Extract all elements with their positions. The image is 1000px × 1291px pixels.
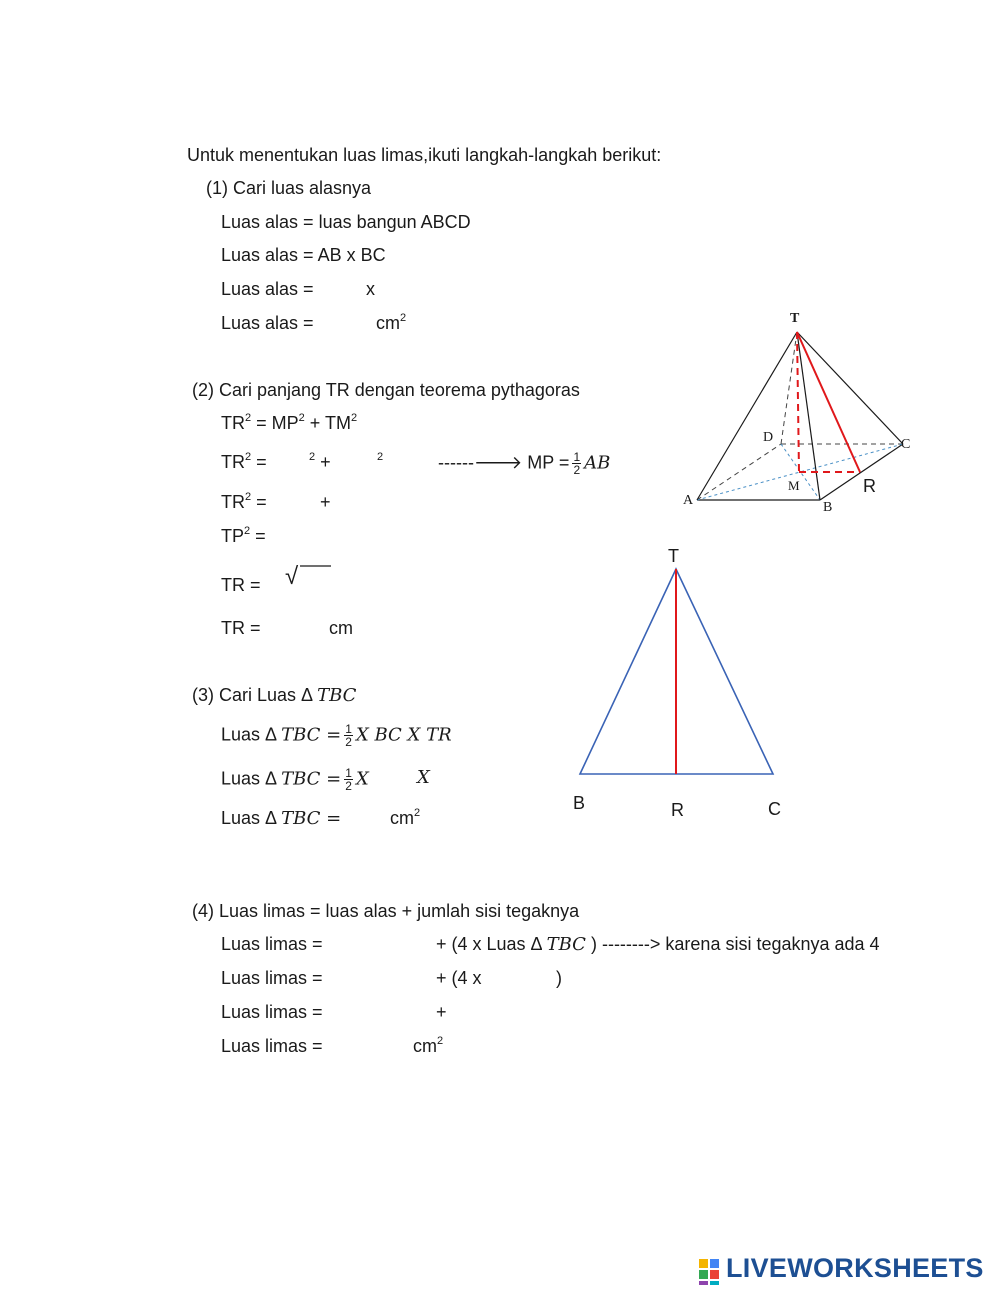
- edge-TC: [797, 332, 903, 444]
- step4-line1-rest: + (4 x Luas Δ TBC ) --------> karena sisi tegaknya ada 4: [436, 934, 880, 955]
- step3-line2: Luas Δ TBC = $\frac{1}{2}$ X: [221, 766, 369, 793]
- step2-line2-sup: 2: [377, 451, 384, 463]
- step4-line2-label: Luas limas =: [221, 968, 323, 988]
- step3-line3: Luas Δ TBC =: [221, 808, 342, 829]
- triangle-label-B: B: [573, 793, 586, 813]
- triangle-label-T: T: [668, 546, 679, 566]
- sqrt-symbol: √: [285, 563, 299, 590]
- step2-line6-unit: cm: [329, 618, 353, 638]
- step4-line1-label: Luas limas =: [221, 934, 323, 954]
- step3-line3-unit: $cm^2$: [390, 807, 421, 828]
- step1-line1: Luas alas = luas bangun ABCD: [221, 212, 471, 232]
- step4-line4-label: Luas limas =: [221, 1036, 323, 1056]
- edge-BC: [820, 444, 903, 500]
- edge-AD: [697, 444, 781, 500]
- step4-title: (4) Luas limas = luas alas + jumlah sisi tegaknya: [192, 901, 580, 921]
- step3-title: (3) Cari Luas Δ TBC: [192, 685, 357, 706]
- pyramid-label-R: R: [863, 476, 876, 496]
- step2-line3-left: $TR^2$ =: [221, 491, 267, 512]
- pyramid-label-D: D: [763, 430, 774, 445]
- step2-line2-left: $TR^2$ =: [221, 451, 267, 472]
- step4-line2-close: ): [556, 968, 562, 988]
- triangle-figure: [580, 569, 773, 774]
- edge-TA: [697, 332, 797, 500]
- step3-line2-x2: X: [417, 767, 430, 788]
- step2-line6: TR =: [221, 618, 261, 638]
- step4-line3-label: Luas limas =: [221, 1002, 323, 1022]
- edge-TD: [781, 332, 797, 444]
- step2-line2-plus: $^2$ +: [309, 451, 331, 472]
- liveworksheets-logo-icon: [699, 1259, 719, 1285]
- step1-line2: Luas alas = AB x BC: [221, 245, 386, 265]
- triangle-label-R: R: [671, 800, 684, 820]
- step1-line3-times: x: [366, 279, 375, 299]
- step4-line2-mid: + (4 x: [436, 968, 482, 988]
- height-TM: [797, 332, 799, 472]
- intro-text: Untuk menentukan luas limas,ikuti langkah-langkah berikut:: [187, 145, 662, 165]
- step1-line3-label: Luas alas =: [221, 279, 314, 299]
- step2-line4: $TP^2$ =: [221, 525, 266, 546]
- pyramid-label-A: A: [683, 493, 694, 508]
- step3-line1: Luas Δ TBC = $\frac{1}{2}$ X BC X TR: [221, 722, 452, 749]
- step1-title: (1) Cari luas alasnya: [206, 178, 372, 198]
- step4-line3-plus: +: [436, 1002, 447, 1022]
- step4-line4-unit: $cm^2$: [413, 1035, 444, 1056]
- step2-title: (2) Cari panjang TR dengan teorema pythagoras: [192, 380, 580, 400]
- step1-line4-label: Luas alas =: [221, 313, 314, 333]
- pyramid-figure: [697, 332, 903, 500]
- step2-line5: TR =: [221, 575, 261, 595]
- step2-line3-plus: +: [320, 492, 331, 512]
- step2-line1: $TR^2 = MP^2 + TM^2$: [221, 412, 358, 433]
- triangle-label-C: C: [768, 799, 781, 819]
- pyramid-label-T: T: [790, 311, 800, 326]
- pyramid-label-C: C: [901, 437, 911, 452]
- fraction-half: $\frac{1}{2}$: [573, 450, 581, 477]
- step1-line4-unit: $cm^2$: [376, 312, 407, 333]
- step2-line2-mp: ------🡒 MP = $\frac{1}{2}$ AB: [438, 450, 611, 477]
- pyramid-label-M: M: [788, 478, 800, 493]
- liveworksheets-brand: LIVEWORKSHEETS: [726, 1253, 984, 1283]
- pyramid-label-B: B: [823, 500, 833, 515]
